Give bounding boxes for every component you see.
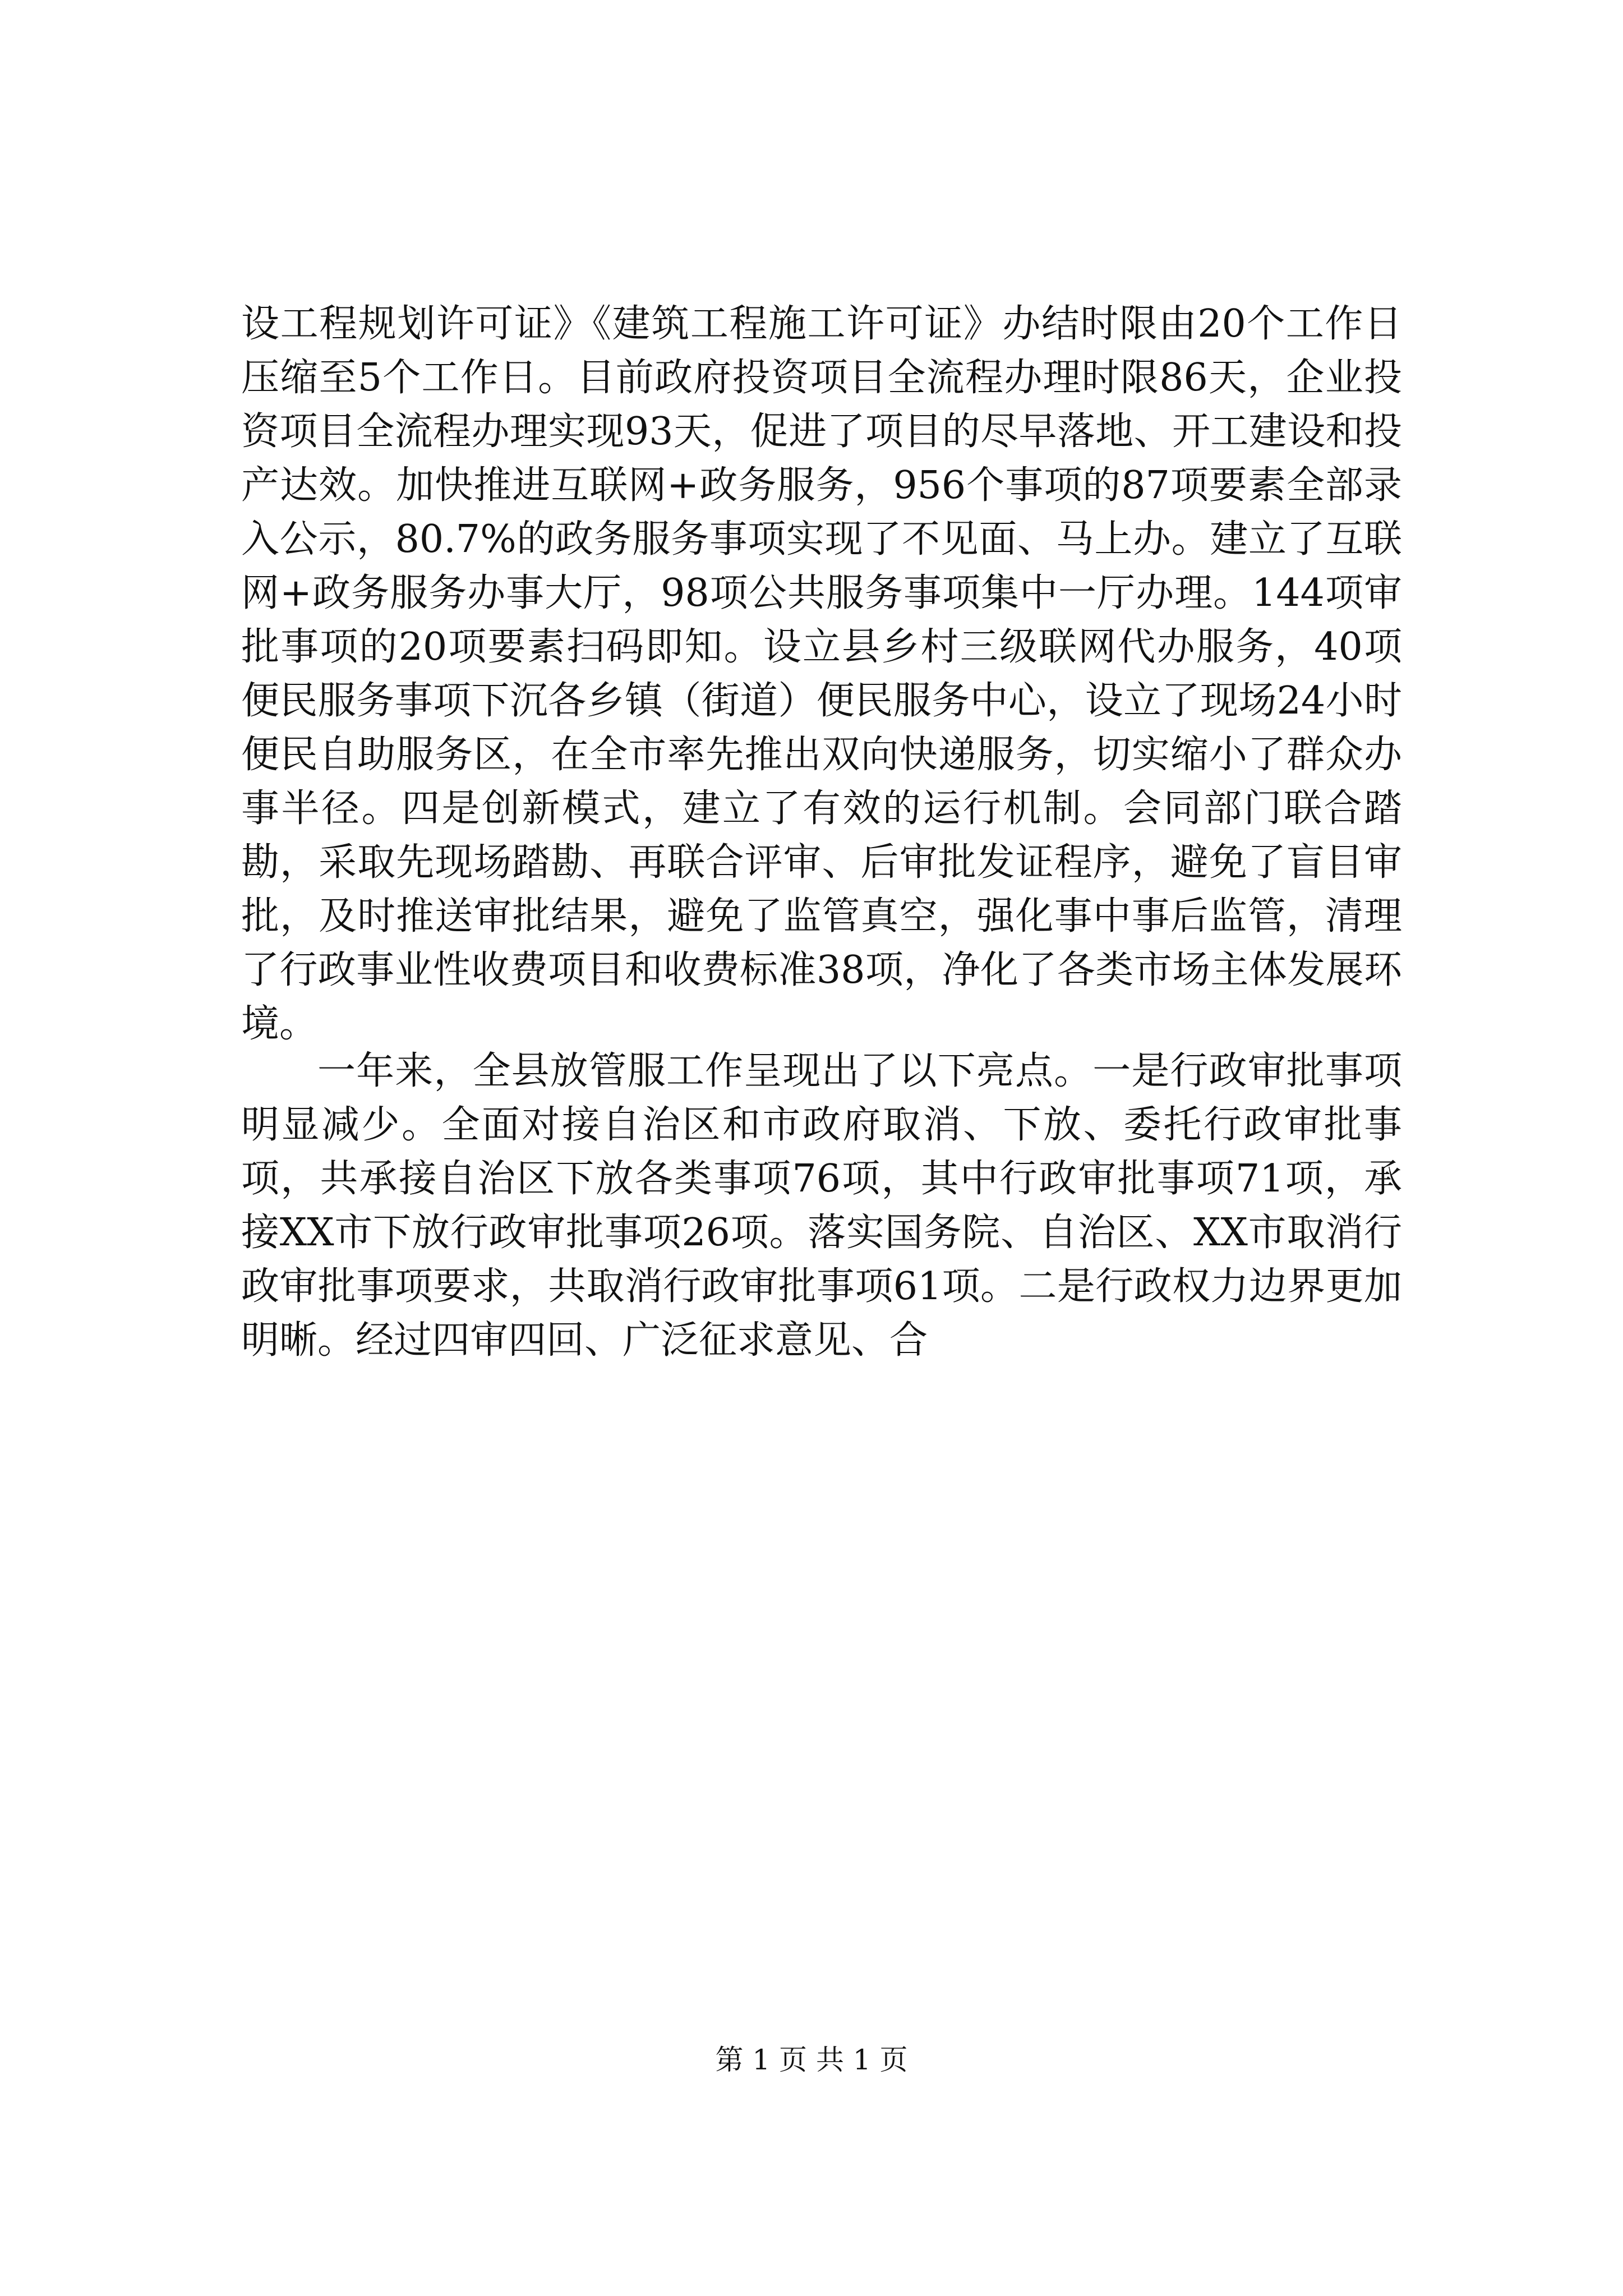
- document-body: [241, 297, 1402, 1361]
- paragraph-2: 一年来，全县放管服工作呈现出了以下亮点。一是行政审批事项明显减少。全面对接自治区和市政府取消、下放、委托行政审批事项，共承接自治区下放各类事项76项，其中行政审批事项71项，承接XX市下放行政审批事项26项。落实国务院、自治区、XX市取消行政审批事项要求，共取消行政审批事项61项。二是行政权力边界更加明晰。经过四审四回、广泛征求意见、合: [241, 1049, 1402, 1363]
- paragraph-1: 设工程规划许可证》《建筑工程施工许可证》办结时限由20个工作日压缩至5个工作日。目前政府投资项目全流程办理时限86天，企业投资项目全流程办理实现93天，促进了项目的尽早落地、开工建设和投产达效。加快推进互联网+政务服务，956个事项的87项要素全部录入公示，80.7%的政务服务事项实现了不见面、马上办。建立了互联网+政务服务办事大厅，98项公共服务事项集中一厅办理。144项审批事项的20项要素扫码即知。设立县乡村三级联网代办服务，40项便民服务事项下沉各乡镇（街道）便民服务中心，设立了现场24小时便民自助服务区，在全市率先推出双向快递服务，切实缩小了群众办事半径。四是创新模式，建立了有效的运行机制。会同部门联合踏勘，采取先现场踏勘、再联合评审、后审批发证程序，避免了盲目审批，及时推送审批结果，避免了监管真空，强化事中事后监管，清理了行政事业性收费项目和收费标准38项，净化了各类市场主体发展环境。: [241, 302, 1402, 1046]
- page-footer: 第 1 页 共 1 页: [715, 2044, 908, 2076]
